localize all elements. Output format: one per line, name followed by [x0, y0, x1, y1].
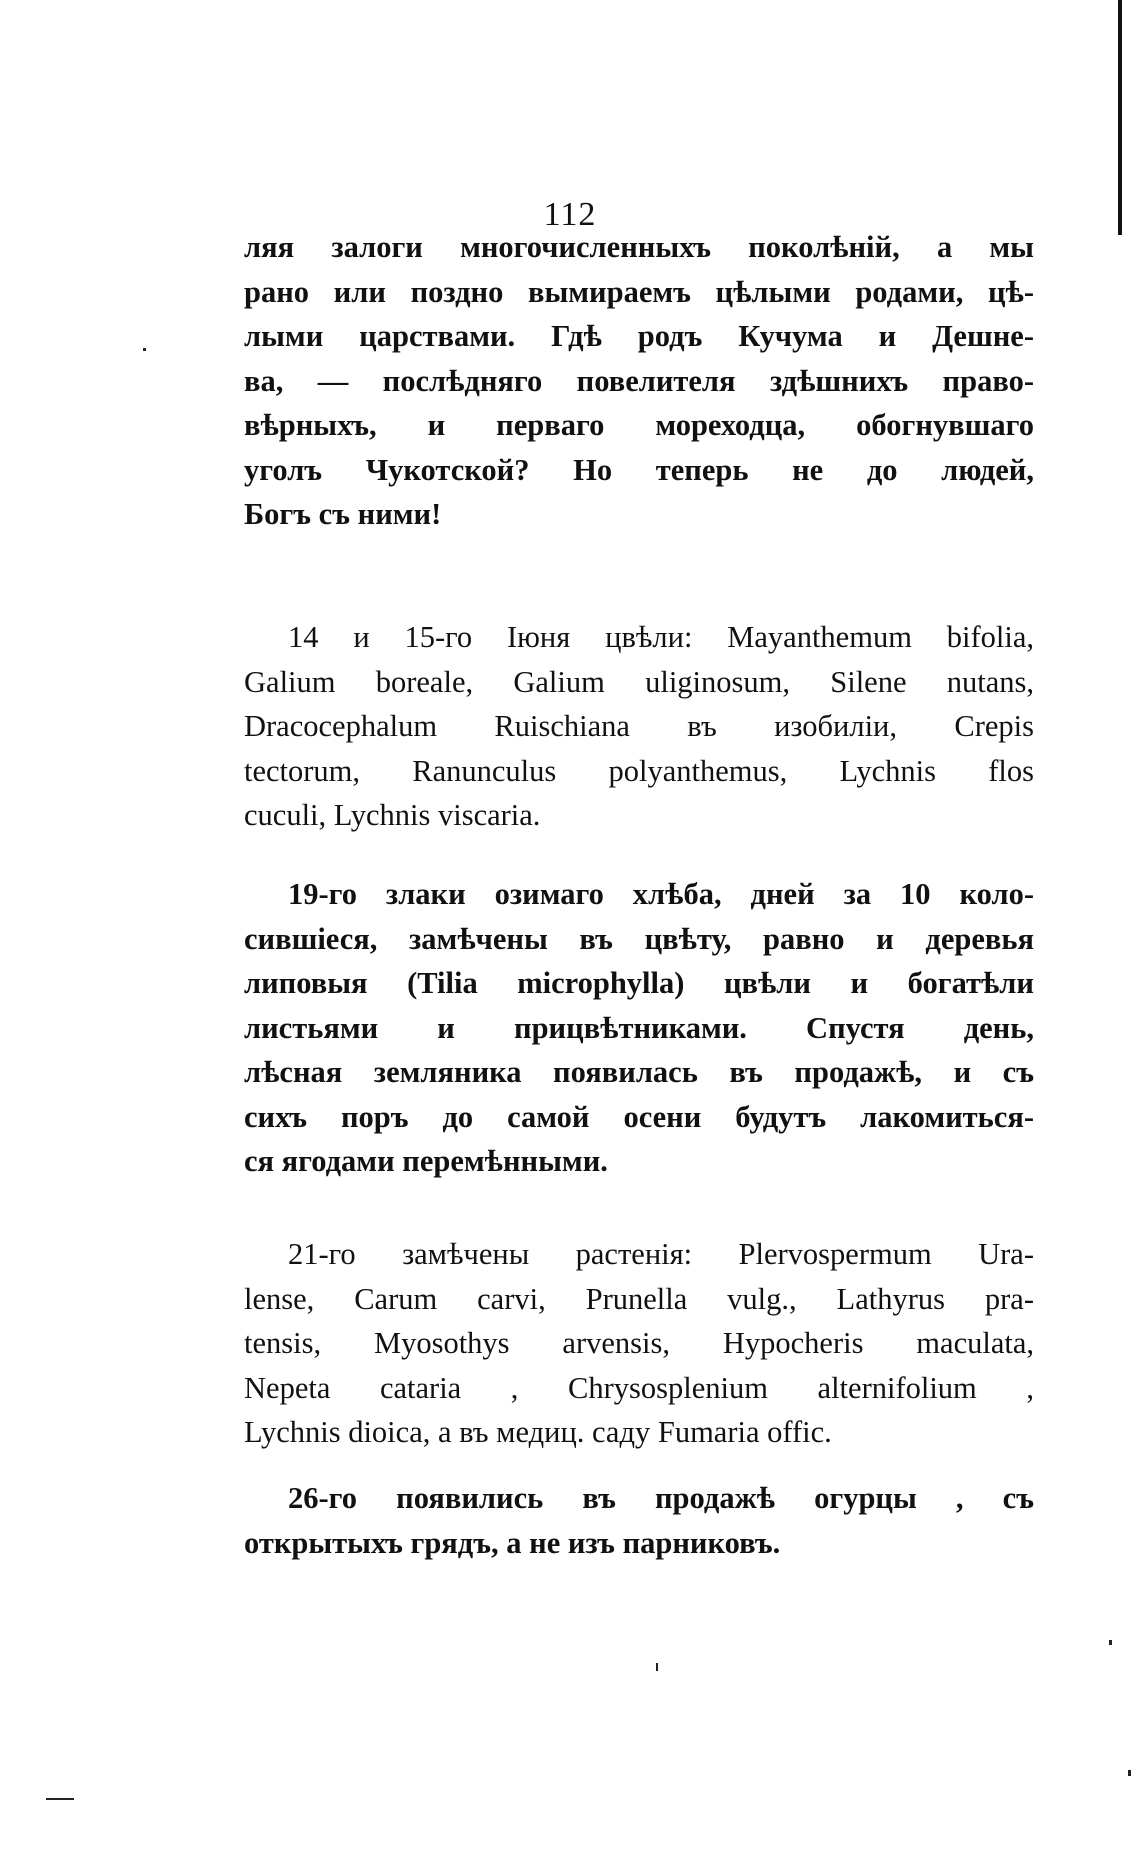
text-line: ляя залоги многочисленныхъ поколѣній, а мы: [244, 230, 1034, 264]
scan-speck: [1128, 1770, 1131, 1776]
text-line: Богъ съ ними!: [244, 497, 442, 531]
text-line: 21-го замѣчены растенія: Plervospermum Ura-: [288, 1237, 1034, 1271]
paragraph-continuation: [244, 225, 1034, 537]
text-line: рано или поздно вымираемъ цѣлыми родами, цѣ-: [244, 274, 1034, 309]
scan-speck: [46, 1798, 74, 1800]
page-number: 112: [543, 196, 597, 233]
text-line: tensis, Myosothys arvensis, Hypocheris maculata,: [244, 1326, 1034, 1360]
text-line: ся ягодами перемѣнными.: [244, 1144, 608, 1178]
text-line: уголъ Чукотской? Но теперь не до людей,: [244, 452, 1034, 487]
text-line: 26-го появились въ продажѣ огурцы , съ: [288, 1481, 1034, 1515]
text-line: сившіеся, замѣчены въ цвѣту, равно и деревья: [244, 921, 1034, 956]
text-line: cuculi, Lychnis viscaria.: [244, 798, 541, 832]
scan-speck: [143, 348, 146, 351]
text-line: lense, Carum carvi, Prunella vulg., Lathyrus pra-: [244, 1281, 1034, 1316]
text-line: tectorum, Ranunculus polyanthemus, Lychnis flos: [244, 753, 1034, 788]
paragraph-26th: [244, 1476, 1034, 1565]
text-line: листьями и прицвѣтниками. Спустя день,: [244, 1010, 1034, 1045]
text-line: ва, — послѣдняго повелителя здѣшнихъ право-: [244, 363, 1034, 398]
text-line: 19-го злаки озимаго хлѣба, дней за 10 коло-: [288, 877, 1034, 911]
paragraph-21st: [244, 1232, 1034, 1455]
text-line: лѣсная земляника появилась въ продажѣ, и съ: [244, 1055, 1034, 1089]
text-line: липовыя (Tilia microphylla) цвѣли и богатѣли: [244, 966, 1034, 1000]
paragraph-june-14-15: [244, 615, 1034, 838]
scan-speck: [1109, 1640, 1112, 1645]
text-line: вѣрныхъ, и перваго мореходца, обогнувшаго: [244, 408, 1034, 442]
text-line: Dracocephalum Ruischiana въ изобиліи, Crepis: [244, 709, 1034, 743]
scan-speck: [656, 1663, 658, 1671]
text-line: лыми царствами. Гдѣ родъ Кучума и Дешне-: [244, 319, 1034, 353]
paragraph-19th: [244, 872, 1034, 1184]
text-line: сихъ поръ до самой осени будутъ лакомиться-: [244, 1099, 1034, 1134]
text-line: Galium boreale, Galium uliginosum, Silene nutans,: [244, 664, 1034, 699]
text-line: Lychnis dioica, а въ медиц. саду Fumaria offic.: [244, 1415, 832, 1449]
text-line: 14 и 15-го Іюня цвѣли: Mayanthemum bifolia,: [288, 620, 1034, 654]
text-line: Nepeta cataria , Chrysosplenium alternifolium ,: [244, 1370, 1034, 1405]
text-line: открытыхъ грядъ, а не изъ парниковъ.: [244, 1525, 781, 1560]
